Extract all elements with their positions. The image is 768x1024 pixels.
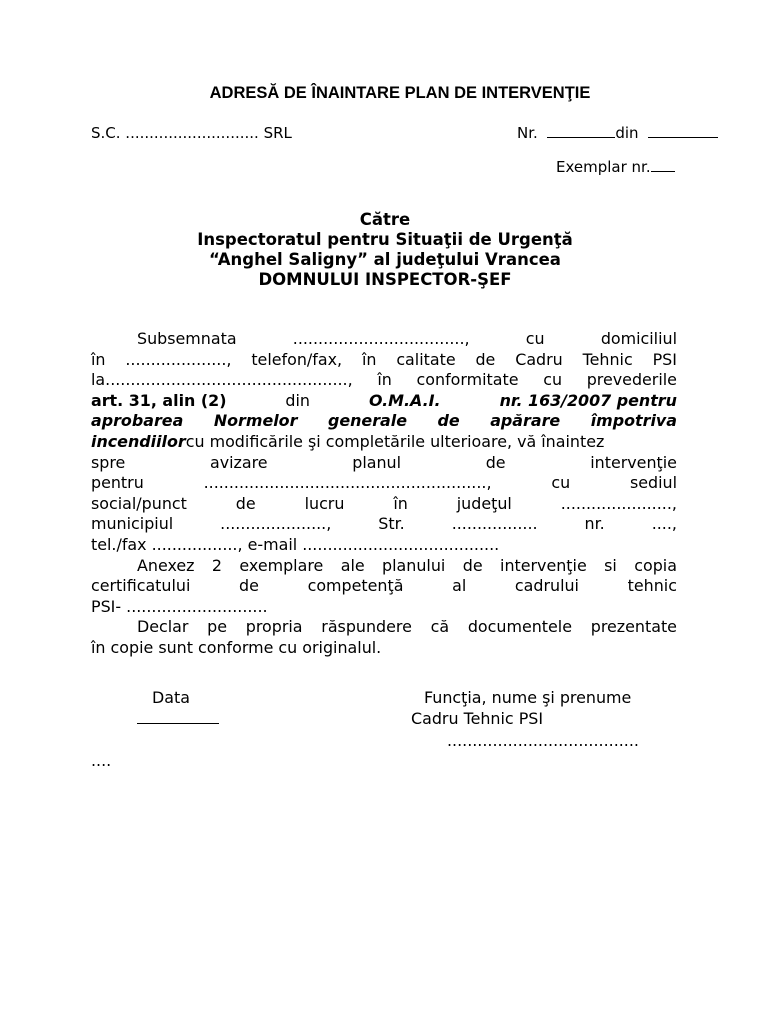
body-line-9 xyxy=(91,494,677,515)
word: de xyxy=(437,411,460,431)
company-name: S.C. ............................ SRL xyxy=(91,124,292,142)
body-line-4 xyxy=(91,391,677,412)
word: Str. xyxy=(378,514,405,534)
body-line-13 xyxy=(91,576,677,597)
word: ale xyxy=(340,555,365,575)
blank-county: ......................, xyxy=(560,493,677,513)
word: Normelor xyxy=(213,411,298,431)
blank-number: ...., xyxy=(651,514,677,534)
word: Cadru xyxy=(515,349,563,369)
word: incendiilor xyxy=(91,431,186,451)
recipient-line-2: Inspectoratul pentru Situaţii de Urgenţă xyxy=(197,230,573,249)
nr-blank xyxy=(547,137,615,138)
word: în xyxy=(393,493,408,513)
word: de xyxy=(485,452,506,472)
body-line-8 xyxy=(91,473,677,494)
word: răspundere xyxy=(321,617,412,637)
blank-company: la................................................, xyxy=(91,370,353,390)
role-label: Cadru Tehnic PSI xyxy=(411,709,544,728)
word: telefon/fax, xyxy=(251,349,343,369)
word: competenţă xyxy=(307,576,404,596)
word: pe xyxy=(207,617,228,637)
word: în xyxy=(91,349,106,369)
word: calitate xyxy=(396,349,456,369)
word: municipiul xyxy=(91,514,174,534)
word: de xyxy=(462,555,483,575)
word: Subsemnata xyxy=(137,329,237,348)
blank-street: ................. xyxy=(451,514,538,534)
word: nr. xyxy=(584,514,605,534)
word: lucru xyxy=(304,493,345,513)
word: tehnic xyxy=(627,576,677,596)
word: că xyxy=(430,617,450,637)
word: exemplare xyxy=(239,555,324,575)
word: si xyxy=(604,555,617,575)
word: judeţul xyxy=(456,493,512,513)
word: planului xyxy=(382,555,446,575)
word: în xyxy=(377,370,392,390)
word: intervenţie xyxy=(590,452,677,472)
recipient-line-3: “Anghel Saligny” al judeţului Vrancea xyxy=(209,250,561,269)
word: prevederile xyxy=(586,370,677,390)
blank-address: ...................., xyxy=(125,349,232,369)
word: prezentate xyxy=(590,617,677,637)
word: propria xyxy=(245,617,303,637)
blank-city: ....................., xyxy=(220,514,332,534)
body-line-2 xyxy=(91,350,677,371)
body-line-10 xyxy=(91,514,677,535)
word: generale xyxy=(327,411,407,431)
signature-dots-line: ...................................... xyxy=(447,731,639,750)
word: cu xyxy=(543,370,563,390)
body-line-5 xyxy=(91,411,677,432)
word: 2 xyxy=(211,555,223,575)
text-run: cu modificările şi completările ulterioare, vă înaintez xyxy=(185,431,605,451)
word: domiciliul xyxy=(600,329,677,348)
body-line-1 xyxy=(91,329,677,350)
legal-reference-order: O.M.A.I. xyxy=(368,390,441,410)
date-label: Data xyxy=(152,688,190,707)
word: certificatului xyxy=(91,576,191,596)
body-line-3 xyxy=(91,370,677,391)
word: împotriva xyxy=(590,411,677,431)
exemplar-blank xyxy=(651,171,675,172)
blank-recipient: ........................................................, xyxy=(203,473,492,493)
word: social/punct xyxy=(91,493,187,513)
body-line-15 xyxy=(91,617,677,638)
body-line-11: tel./fax ................., e-mail ....................................... xyxy=(91,534,500,554)
recipient-line-4: DOMNULUI INSPECTOR-ŞEF xyxy=(258,270,512,289)
recipient-line-1: Către xyxy=(359,210,411,229)
date-signature-line xyxy=(137,723,219,724)
function-label: Funcţia, nume şi prenume xyxy=(424,688,632,707)
body-line-16: în copie sunt conforme cu originalul. xyxy=(91,637,382,657)
word: sediul xyxy=(629,473,677,493)
word: de xyxy=(235,493,256,513)
word: pentru xyxy=(91,473,144,493)
document-title: ADRESĂ DE ÎNAINTARE PLAN DE INTERVENŢIE xyxy=(209,84,591,102)
body-line-6 xyxy=(91,432,677,453)
nr-label: Nr. xyxy=(517,124,538,142)
word: documentele xyxy=(467,617,572,637)
exemplar-field xyxy=(556,158,675,176)
letter-body xyxy=(91,329,677,659)
din-label: din xyxy=(615,124,639,142)
word: copia xyxy=(634,555,677,575)
word: planul xyxy=(352,452,402,472)
date-blank xyxy=(648,137,718,138)
word: Declar xyxy=(137,617,189,637)
word: intervenţie xyxy=(500,555,587,575)
word: din xyxy=(285,390,310,410)
word: de xyxy=(239,576,259,596)
word: spre xyxy=(91,452,126,472)
word: de xyxy=(475,349,496,369)
document-number-field xyxy=(517,124,718,142)
word: PSI xyxy=(652,349,677,369)
legal-reference-number: nr. 163/2007 pentru xyxy=(499,390,677,410)
word: avizare xyxy=(209,452,268,472)
word: cu xyxy=(525,329,545,348)
word: apărare xyxy=(490,411,561,431)
body-line-7 xyxy=(91,453,677,474)
blank-name: .................................., xyxy=(292,329,470,348)
word: Anexez xyxy=(137,555,195,575)
word: al xyxy=(452,576,467,596)
word: cu xyxy=(551,473,571,493)
word: aprobarea xyxy=(91,411,184,431)
exemplar-label: Exemplar nr. xyxy=(556,158,651,176)
legal-reference-article: art. 31, alin (2) xyxy=(91,390,227,410)
word: Tehnic xyxy=(582,349,633,369)
word: cadrului xyxy=(514,576,579,596)
body-line-14: PSI- ............................ xyxy=(91,596,268,616)
word: în xyxy=(361,349,377,369)
recipient-block xyxy=(0,210,768,290)
body-line-12 xyxy=(91,556,677,577)
signature-dots-tail: .... xyxy=(91,751,112,770)
word: conformitate xyxy=(416,370,519,390)
